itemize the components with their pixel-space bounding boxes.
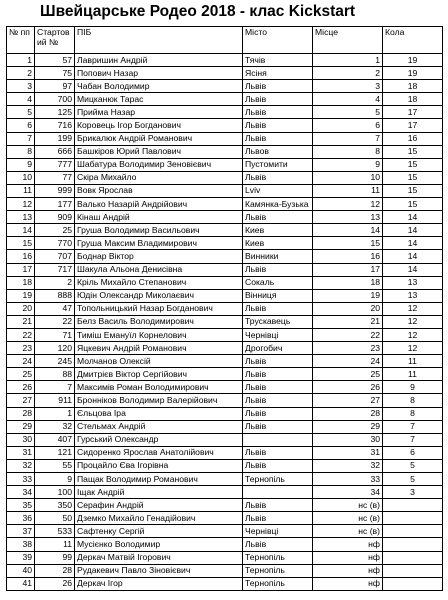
- cell-city: Львів: [243, 407, 313, 420]
- cell-row-number: 6: [7, 119, 35, 132]
- cell-row-number: 36: [7, 512, 35, 525]
- table-row: [7, 198, 443, 211]
- cell-start-number: 97: [35, 80, 75, 93]
- cell-laps: 5: [383, 459, 443, 472]
- cell-laps: 11: [383, 355, 443, 368]
- cell-name: Кінаш Андрій: [75, 211, 243, 224]
- cell-start-number: 100: [35, 486, 75, 499]
- cell-name: Яцкевич Андрій Романович: [75, 342, 243, 355]
- cell-start-number: 700: [35, 93, 75, 106]
- cell-city: Львів: [243, 459, 313, 472]
- cell-start-number: 911: [35, 394, 75, 407]
- table-row: [7, 237, 443, 250]
- cell-name: Дземко Михайло Генадійович: [75, 512, 243, 525]
- cell-place: 9: [313, 158, 383, 171]
- cell-place: 27: [313, 394, 383, 407]
- table-row: [7, 446, 443, 459]
- cell-laps: 7: [383, 433, 443, 446]
- table-row: [7, 315, 443, 328]
- cell-laps: 12: [383, 328, 443, 341]
- cell-name: Прийма Назар: [75, 106, 243, 119]
- header-name: ПІБ: [75, 27, 243, 54]
- cell-place: нс (в): [313, 499, 383, 512]
- cell-name: Башкіров Юрий Павлович: [75, 145, 243, 158]
- table-row: [7, 328, 443, 341]
- cell-start-number: 11: [35, 538, 75, 551]
- cell-row-number: 38: [7, 538, 35, 551]
- cell-city: Львів: [243, 512, 313, 525]
- cell-name: Лавришин Андрій: [75, 54, 243, 67]
- table-row: [7, 132, 443, 145]
- cell-name: Вовк Ярослав: [75, 184, 243, 197]
- cell-row-number: 34: [7, 486, 35, 499]
- cell-row-number: 22: [7, 328, 35, 341]
- cell-city: Винники: [243, 250, 313, 263]
- table-row: [7, 250, 443, 263]
- header-place: Місце: [313, 27, 383, 54]
- cell-start-number: 999: [35, 184, 75, 197]
- table-row: [7, 355, 443, 368]
- cell-place: 7: [313, 132, 383, 145]
- cell-place: нф: [313, 538, 383, 551]
- cell-start-number: 32: [35, 420, 75, 433]
- cell-laps: 8: [383, 407, 443, 420]
- table-row: [7, 171, 443, 184]
- cell-name: Скіра Михайло: [75, 171, 243, 184]
- cell-name: Мицканюк Тарас: [75, 93, 243, 106]
- cell-place: 2: [313, 67, 383, 80]
- table-row: [7, 538, 443, 551]
- cell-name: Єльцова Іра: [75, 407, 243, 420]
- cell-city: Сокаль: [243, 276, 313, 289]
- cell-place: 20: [313, 302, 383, 315]
- table-row: [7, 145, 443, 158]
- cell-start-number: 28: [35, 564, 75, 577]
- cell-row-number: 14: [7, 224, 35, 237]
- table-row: [7, 394, 443, 407]
- table-row: [7, 224, 443, 237]
- cell-row-number: 17: [7, 263, 35, 276]
- cell-name: Тиміш Емануїл Корнелович: [75, 328, 243, 341]
- cell-start-number: 245: [35, 355, 75, 368]
- cell-place: нс (в): [313, 512, 383, 525]
- cell-place: 26: [313, 381, 383, 394]
- cell-city: Львів: [243, 394, 313, 407]
- cell-start-number: 77: [35, 171, 75, 184]
- table-row: [7, 106, 443, 119]
- table-row: [7, 577, 443, 590]
- cell-city: Львів: [243, 263, 313, 276]
- cell-laps: 6: [383, 446, 443, 459]
- cell-laps: 16: [383, 132, 443, 145]
- cell-start-number: 666: [35, 145, 75, 158]
- cell-row-number: 8: [7, 145, 35, 158]
- cell-laps: 14: [383, 263, 443, 276]
- cell-city: Чернівці: [243, 328, 313, 341]
- cell-city: Ясіня: [243, 67, 313, 80]
- cell-place: 33: [313, 473, 383, 486]
- cell-place: 15: [313, 237, 383, 250]
- cell-start-number: 75: [35, 67, 75, 80]
- table-row: [7, 381, 443, 394]
- cell-city: Дрогобич: [243, 342, 313, 355]
- cell-start-number: 9: [35, 473, 75, 486]
- cell-row-number: 31: [7, 446, 35, 459]
- cell-name: Валько Назарій Андрійович: [75, 198, 243, 211]
- cell-city: Львів: [243, 106, 313, 119]
- cell-city: Львів: [243, 80, 313, 93]
- cell-city: Львів: [243, 381, 313, 394]
- cell-city: Киев: [243, 224, 313, 237]
- cell-start-number: 99: [35, 551, 75, 564]
- cell-laps: 15: [383, 145, 443, 158]
- cell-name: Груша Володимир Васильович: [75, 224, 243, 237]
- cell-name: Дмитрієв Віктор Сергійович: [75, 368, 243, 381]
- cell-place: 17: [313, 263, 383, 276]
- cell-row-number: 19: [7, 289, 35, 302]
- cell-name: Шакула Альона Денисівна: [75, 263, 243, 276]
- cell-name: Белз Василь Володимирович: [75, 315, 243, 328]
- cell-laps: 9: [383, 381, 443, 394]
- cell-city: Львів: [243, 132, 313, 145]
- cell-row-number: 40: [7, 564, 35, 577]
- cell-start-number: 1: [35, 407, 75, 420]
- page-title: Швейцарське Родео 2018 - клас Kickstart: [40, 3, 356, 20]
- cell-name: Боднар Віктор: [75, 250, 243, 263]
- cell-row-number: 12: [7, 198, 35, 211]
- cell-start-number: 777: [35, 158, 75, 171]
- header-start-number: Стартов ий №: [35, 27, 75, 54]
- cell-city: Lviv: [243, 184, 313, 197]
- header-num: № пп: [7, 27, 35, 54]
- cell-name: Стельмах Андрій: [75, 420, 243, 433]
- table-row: [7, 433, 443, 446]
- cell-start-number: 533: [35, 525, 75, 538]
- cell-city: Трускавець: [243, 315, 313, 328]
- cell-start-number: 2: [35, 276, 75, 289]
- cell-row-number: 13: [7, 211, 35, 224]
- cell-laps: 15: [383, 184, 443, 197]
- cell-laps: 18: [383, 80, 443, 93]
- cell-laps: [383, 499, 443, 512]
- cell-start-number: 125: [35, 106, 75, 119]
- cell-city: Чернівці: [243, 525, 313, 538]
- cell-name: Груша Максим Владимирович: [75, 237, 243, 250]
- cell-name: Деркач Матвій Ігорович: [75, 551, 243, 564]
- cell-row-number: 39: [7, 551, 35, 564]
- cell-start-number: 88: [35, 368, 75, 381]
- cell-place: 23: [313, 342, 383, 355]
- table-row: [7, 263, 443, 276]
- cell-start-number: 177: [35, 198, 75, 211]
- cell-laps: 11: [383, 368, 443, 381]
- table-row: [7, 473, 443, 486]
- cell-row-number: 30: [7, 433, 35, 446]
- cell-place: 11: [313, 184, 383, 197]
- cell-row-number: 35: [7, 499, 35, 512]
- cell-start-number: 71: [35, 328, 75, 341]
- cell-start-number: 57: [35, 54, 75, 67]
- cell-row-number: 9: [7, 158, 35, 171]
- cell-row-number: 25: [7, 368, 35, 381]
- cell-name: Сидоренко Ярослав Анатолійович: [75, 446, 243, 459]
- cell-start-number: 716: [35, 119, 75, 132]
- cell-name: Коровець Ігор Богданович: [75, 119, 243, 132]
- cell-laps: [383, 512, 443, 525]
- cell-city: Львів: [243, 355, 313, 368]
- cell-start-number: 909: [35, 211, 75, 224]
- cell-city: [243, 486, 313, 499]
- cell-start-number: 707: [35, 250, 75, 263]
- cell-place: 24: [313, 355, 383, 368]
- table-row: [7, 211, 443, 224]
- cell-place: 1: [313, 54, 383, 67]
- cell-place: 31: [313, 446, 383, 459]
- table-row: [7, 368, 443, 381]
- cell-city: Львів: [243, 211, 313, 224]
- table-row: [7, 93, 443, 106]
- cell-row-number: 2: [7, 67, 35, 80]
- table-row: [7, 67, 443, 80]
- cell-row-number: 27: [7, 394, 35, 407]
- cell-place: 19: [313, 289, 383, 302]
- table-row: [7, 551, 443, 564]
- cell-place: 5: [313, 106, 383, 119]
- cell-laps: 15: [383, 158, 443, 171]
- cell-place: 12: [313, 198, 383, 211]
- cell-laps: 13: [383, 276, 443, 289]
- cell-row-number: 33: [7, 473, 35, 486]
- cell-start-number: 199: [35, 132, 75, 145]
- cell-laps: 14: [383, 237, 443, 250]
- cell-laps: 19: [383, 54, 443, 67]
- cell-start-number: 26: [35, 577, 75, 590]
- cell-start-number: 47: [35, 302, 75, 315]
- cell-laps: [383, 564, 443, 577]
- cell-row-number: 18: [7, 276, 35, 289]
- cell-row-number: 4: [7, 93, 35, 106]
- cell-city: Львів: [243, 538, 313, 551]
- cell-name: Гурський Олександр: [75, 433, 243, 446]
- cell-name: Молчанов Олексій: [75, 355, 243, 368]
- table-row: [7, 289, 443, 302]
- cell-row-number: 1: [7, 54, 35, 67]
- table-row: [7, 525, 443, 538]
- cell-row-number: 32: [7, 459, 35, 472]
- table-row: [7, 80, 443, 93]
- cell-start-number: 55: [35, 459, 75, 472]
- cell-start-number: 22: [35, 315, 75, 328]
- cell-name: Сафтенку Сергій: [75, 525, 243, 538]
- table-row: [7, 407, 443, 420]
- cell-name: Шабатура Володимир Зеновієвич: [75, 158, 243, 171]
- cell-start-number: 350: [35, 499, 75, 512]
- table-row: [7, 420, 443, 433]
- cell-row-number: 26: [7, 381, 35, 394]
- cell-city: [243, 433, 313, 446]
- cell-place: 13: [313, 211, 383, 224]
- cell-name: Чабан Володимир: [75, 80, 243, 93]
- cell-row-number: 15: [7, 237, 35, 250]
- cell-city: Львів: [243, 171, 313, 184]
- cell-city: Киев: [243, 237, 313, 250]
- cell-laps: 17: [383, 119, 443, 132]
- table-row: [7, 459, 443, 472]
- cell-row-number: 11: [7, 184, 35, 197]
- cell-name: Попович Назар: [75, 67, 243, 80]
- cell-row-number: 28: [7, 407, 35, 420]
- cell-city: Львів: [243, 93, 313, 106]
- cell-start-number: 407: [35, 433, 75, 446]
- cell-name: Рудакевич Павло Зіновієвич: [75, 564, 243, 577]
- cell-place: нф: [313, 564, 383, 577]
- cell-laps: 13: [383, 289, 443, 302]
- cell-place: 8: [313, 145, 383, 158]
- cell-row-number: 41: [7, 577, 35, 590]
- cell-city: Львів: [243, 119, 313, 132]
- cell-start-number: 120: [35, 342, 75, 355]
- cell-name: Юдін Олександр Миколаєвич: [75, 289, 243, 302]
- cell-name: Бронніков Володимир Валерійович: [75, 394, 243, 407]
- cell-name: Іщак Андрій: [75, 486, 243, 499]
- cell-place: 25: [313, 368, 383, 381]
- cell-laps: [383, 525, 443, 538]
- table-row: [7, 499, 443, 512]
- table-header-row: [7, 27, 443, 54]
- cell-row-number: 37: [7, 525, 35, 538]
- cell-start-number: 770: [35, 237, 75, 250]
- cell-place: 3: [313, 80, 383, 93]
- cell-city: Тернопіль: [243, 551, 313, 564]
- table-body: [7, 54, 443, 591]
- table-row: [7, 276, 443, 289]
- table-row: [7, 302, 443, 315]
- cell-laps: [383, 551, 443, 564]
- cell-laps: 12: [383, 342, 443, 355]
- cell-name: Процайло Єва Ігорівна: [75, 459, 243, 472]
- cell-place: 4: [313, 93, 383, 106]
- cell-name: Максимів Роман Володимирович: [75, 381, 243, 394]
- table-row: [7, 54, 443, 67]
- cell-place: 28: [313, 407, 383, 420]
- cell-name: Брикалюк Андрій Романович: [75, 132, 243, 145]
- header-city: Місто: [243, 27, 313, 54]
- header-laps: Кола: [383, 27, 443, 54]
- cell-name: Деркач Ігор: [75, 577, 243, 590]
- table-row: [7, 184, 443, 197]
- cell-name: Серафин Андрій: [75, 499, 243, 512]
- cell-laps: 15: [383, 171, 443, 184]
- cell-city: Тернопіль: [243, 577, 313, 590]
- cell-city: Пустомити: [243, 158, 313, 171]
- cell-laps: [383, 577, 443, 590]
- cell-name: Пащак Володимир Романович: [75, 473, 243, 486]
- cell-place: 30: [313, 433, 383, 446]
- cell-laps: 17: [383, 106, 443, 119]
- cell-laps: 19: [383, 67, 443, 80]
- cell-row-number: 16: [7, 250, 35, 263]
- cell-city: Львів: [243, 420, 313, 433]
- cell-row-number: 21: [7, 315, 35, 328]
- cell-laps: [383, 538, 443, 551]
- cell-city: Тернопіль: [243, 564, 313, 577]
- table-row: [7, 119, 443, 132]
- cell-city: Львів: [243, 446, 313, 459]
- cell-place: 29: [313, 420, 383, 433]
- cell-row-number: 29: [7, 420, 35, 433]
- cell-laps: 8: [383, 394, 443, 407]
- cell-city: Львов: [243, 145, 313, 158]
- cell-start-number: 7: [35, 381, 75, 394]
- cell-row-number: 20: [7, 302, 35, 315]
- cell-place: нф: [313, 551, 383, 564]
- cell-laps: 12: [383, 302, 443, 315]
- cell-city: Тернопіль: [243, 473, 313, 486]
- cell-name: Кріль Михайло Степанович: [75, 276, 243, 289]
- cell-place: 34: [313, 486, 383, 499]
- cell-laps: 15: [383, 198, 443, 211]
- cell-place: 16: [313, 250, 383, 263]
- cell-row-number: 7: [7, 132, 35, 145]
- cell-place: 21: [313, 315, 383, 328]
- cell-city: Львів: [243, 302, 313, 315]
- cell-place: 18: [313, 276, 383, 289]
- cell-laps: 3: [383, 486, 443, 499]
- cell-place: нс (в): [313, 525, 383, 538]
- cell-place: 14: [313, 224, 383, 237]
- cell-name: Топольницький Назар Богданович: [75, 302, 243, 315]
- cell-laps: 14: [383, 250, 443, 263]
- cell-city: Камянка-Бузька: [243, 198, 313, 211]
- cell-city: Львів: [243, 368, 313, 381]
- cell-laps: 14: [383, 224, 443, 237]
- cell-place: 22: [313, 328, 383, 341]
- cell-laps: 14: [383, 211, 443, 224]
- cell-place: 6: [313, 119, 383, 132]
- cell-name: Мусієнко Володимир: [75, 538, 243, 551]
- cell-city: Львів: [243, 499, 313, 512]
- cell-row-number: 5: [7, 106, 35, 119]
- cell-laps: 7: [383, 420, 443, 433]
- cell-city: Вінниця: [243, 289, 313, 302]
- cell-row-number: 3: [7, 80, 35, 93]
- cell-place: 10: [313, 171, 383, 184]
- results-table: [6, 26, 443, 591]
- cell-start-number: 25: [35, 224, 75, 237]
- cell-start-number: 717: [35, 263, 75, 276]
- cell-start-number: 888: [35, 289, 75, 302]
- table-row: [7, 342, 443, 355]
- cell-place: нф: [313, 577, 383, 590]
- cell-row-number: 10: [7, 171, 35, 184]
- cell-start-number: 121: [35, 446, 75, 459]
- cell-laps: 5: [383, 473, 443, 486]
- cell-start-number: 50: [35, 512, 75, 525]
- table-row: [7, 512, 443, 525]
- table-row: [7, 158, 443, 171]
- cell-row-number: 23: [7, 342, 35, 355]
- cell-city: Тячів: [243, 54, 313, 67]
- cell-row-number: 24: [7, 355, 35, 368]
- table-row: [7, 486, 443, 499]
- cell-laps: 18: [383, 93, 443, 106]
- table-row: [7, 564, 443, 577]
- cell-laps: 12: [383, 315, 443, 328]
- cell-place: 32: [313, 459, 383, 472]
